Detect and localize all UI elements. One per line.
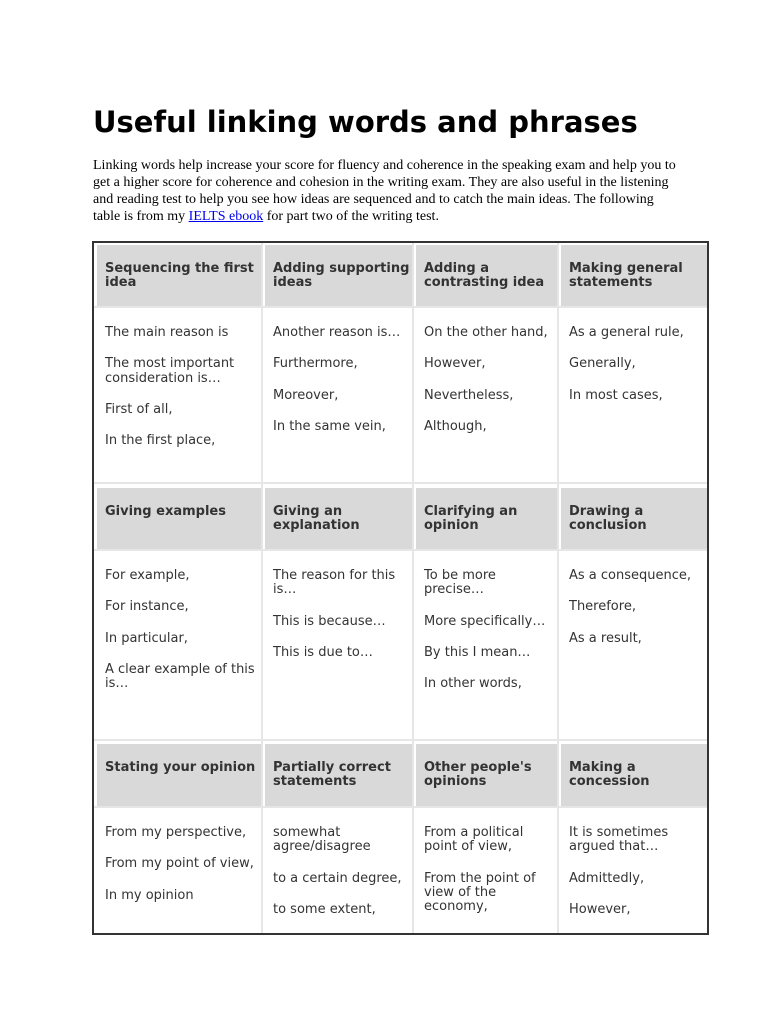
phrase: Another reason is… bbox=[273, 325, 401, 340]
phrase: By this I mean… bbox=[424, 644, 531, 660]
phrase: In other words, bbox=[424, 676, 522, 692]
phrase-cell bbox=[265, 553, 412, 739]
phrase-cell bbox=[97, 810, 261, 933]
phrase: However, bbox=[569, 901, 631, 917]
phrase: For example, bbox=[105, 568, 190, 583]
phrase-cell bbox=[416, 310, 557, 482]
phrase: The main reason is bbox=[105, 325, 229, 340]
phrase-cell bbox=[416, 553, 557, 739]
phrase: From my perspective, bbox=[105, 825, 247, 840]
phrase: However, bbox=[424, 356, 486, 372]
phrase-cell bbox=[97, 553, 261, 739]
column-divider bbox=[412, 243, 414, 933]
phrase: In particular, bbox=[105, 630, 188, 646]
row-divider bbox=[94, 306, 707, 308]
header-cell: Sequencing the first idea bbox=[97, 245, 261, 306]
header-cell: Making general statements bbox=[561, 245, 707, 306]
phrase: In my opinion bbox=[105, 887, 194, 903]
phrase: The most important consideration is… bbox=[105, 356, 235, 386]
phrase: A clear example of this is… bbox=[105, 661, 255, 692]
phrase: In the first place, bbox=[105, 433, 216, 449]
phrase: Although, bbox=[424, 418, 487, 434]
intro-text-end: for part two of the writing test. bbox=[263, 209, 439, 224]
phrase: Furthermore, bbox=[273, 356, 358, 372]
phrase: More specifically… bbox=[424, 613, 546, 629]
phrase: In the same vein, bbox=[273, 418, 386, 434]
phrase: This is due to… bbox=[273, 644, 373, 660]
phrase-cell bbox=[416, 810, 557, 933]
header-cell: Adding supporting ideas bbox=[265, 245, 412, 306]
phrase-cell bbox=[561, 310, 707, 482]
phrase: Admittedly, bbox=[569, 870, 645, 886]
header-cell: Stating your opinion bbox=[97, 744, 261, 806]
page-title: Useful linking words and phrases bbox=[93, 105, 638, 139]
phrase: The reason for this is… bbox=[273, 568, 396, 598]
phrase: to some extent, bbox=[273, 901, 376, 917]
phrase: somewhat agree/disagree bbox=[273, 825, 371, 855]
linking-phrases-table bbox=[92, 241, 709, 935]
phrase: Therefore, bbox=[569, 599, 636, 615]
phrase: Generally, bbox=[569, 356, 636, 372]
row-divider bbox=[94, 549, 707, 551]
header-cell: Making a concession bbox=[561, 744, 707, 806]
header-cell: Adding a contrasting idea bbox=[416, 245, 557, 306]
intro-paragraph bbox=[93, 157, 678, 225]
header-cell: Giving examples bbox=[97, 488, 261, 549]
phrase: To be more precise… bbox=[424, 568, 496, 598]
ielts-ebook-link[interactable]: IELTS ebook bbox=[188, 209, 264, 224]
column-divider bbox=[261, 243, 263, 933]
header-cell: Giving an explanation bbox=[265, 488, 412, 549]
header-cell: Clarifying an opinion bbox=[416, 488, 557, 549]
phrase: It is sometimes argued that… bbox=[569, 825, 669, 855]
phrase: On the other hand, bbox=[424, 325, 548, 340]
phrase: This is because… bbox=[273, 613, 386, 629]
phrase: From the point of view of the economy, bbox=[424, 870, 536, 915]
phrase: As a consequence, bbox=[569, 568, 692, 583]
phrase: In most cases, bbox=[569, 387, 663, 403]
phrase-cell bbox=[97, 310, 261, 482]
phrase-cell bbox=[265, 310, 412, 482]
phrase: Nevertheless, bbox=[424, 387, 514, 403]
phrase-cell bbox=[265, 810, 412, 933]
phrase-cell bbox=[561, 810, 707, 933]
phrase: For instance, bbox=[105, 599, 189, 615]
row-divider bbox=[94, 739, 707, 741]
phrase: First of all, bbox=[105, 401, 173, 417]
phrase: As a result, bbox=[569, 630, 642, 646]
phrase: As a general rule, bbox=[569, 325, 684, 340]
phrase: From a political point of view, bbox=[424, 825, 524, 855]
header-cell: Other people's opinions bbox=[416, 744, 557, 806]
row-divider bbox=[94, 482, 707, 484]
row-divider bbox=[94, 806, 707, 808]
intro-text: Linking words help increase your score for fluency and coherence in the speaking exam and help you to get a higher score for coherence and cohesion in the writing exam. They are also useful in the listening and reading test to help you see how ideas are sequenced and to catch the main ideas. The following table is from my bbox=[93, 158, 676, 224]
phrase: to a certain degree, bbox=[273, 870, 402, 886]
header-cell: Partially correct statements bbox=[265, 744, 412, 806]
phrase: Moreover, bbox=[273, 387, 339, 403]
phrase-cell bbox=[561, 553, 707, 739]
header-cell: Drawing a conclusion bbox=[561, 488, 707, 549]
column-divider bbox=[557, 243, 559, 933]
phrase: From my point of view, bbox=[105, 856, 254, 872]
